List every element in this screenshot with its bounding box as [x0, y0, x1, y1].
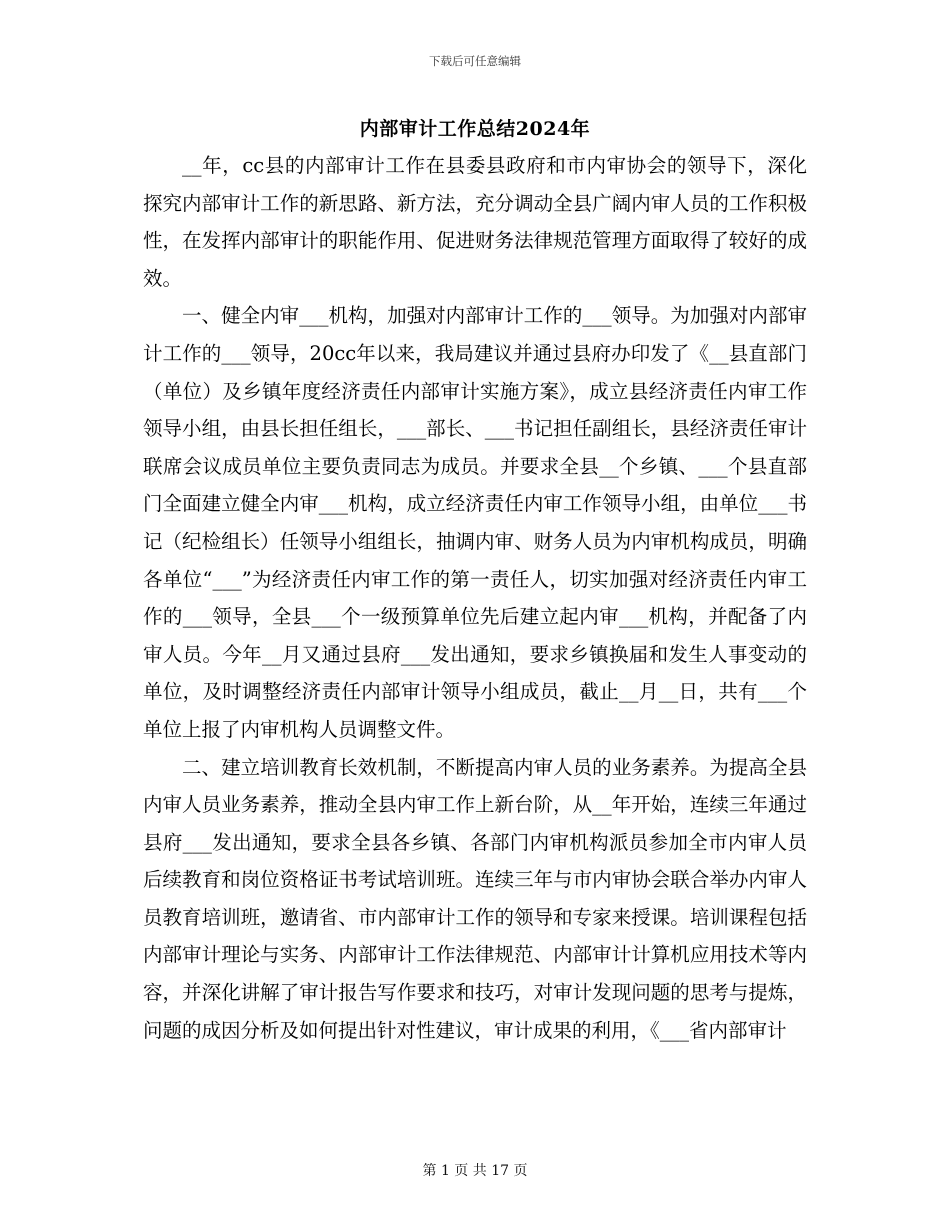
page-header-note: 下载后可任意编辑 — [429, 54, 521, 68]
document-title: 内部审计工作总结2024年 — [359, 118, 591, 140]
paragraph-section-1: 一、健全内审___机构，加强对内部审计工作的___领导。为加强对内部审计工作的___领导，20cc年以来，我局建议并通过县府办印发了《__县直部门（单位）及乡镇年度经济责任内部审计实施方案》，成立县经济责任内审工作领导小组，由县长担任组长，___部长、___书记担任副组长，县经济责任审计联席会议成员单位主要负责同志为成员。并要求全县__个乡镇、___个县直部门全面建立健全内审___机构，成立经济责任内审工作领导小组，由单位___书记（纪检组长）任领导小组组长，抽调内审、财务人员为内审机构成员，明确各单位“___”为经济责任内审工作的第一责任人，切实加强对经济责任内审工作的___领导，全县___个一级预算单位先后建立起内审___机构，并配备了内审人员。今年__月又通过县府___发出通知，要求乡镇换届和发生人事变动的单位，及时调整经济责任内部审计领导小组成员，截止__月__日，共有___个单位上报了内审机构人员调整文件。 — [143, 304, 807, 741]
paragraph-intro: __年，cc县的内部审计工作在县委县政府和市内审协会的领导下，深化探究内部审计工作的新思路、新方法，充分调动全县广阔内审人员的工作积极性，在发挥内部审计的职能作用、促进财务法律规范管理方面取得了较好的成效。 — [143, 154, 807, 290]
paragraph-section-2: 二、建立培训教育长效机制，不断提高内审人员的业务素养。为提高全县内审人员业务素养，推动全县内审工作上新台阶，从__年开始，连续三年通过县府___发出通知，要求全县各乡镇、各部门内审机构派员参加全市内审人员后续教育和岗位资格证书考试培训班。连续三年与市内审协会联合举办内审人员教育培训班，邀请省、市内部审计工作的领导和专家来授课。培训课程包括内部审计理论与实务、内部审计工作法律规范、内部审计计算机应用技术等内容，并深化讲解了审计报告写作要求和技巧，对审计发现问题的思考与提炼，问题的成因分析及如何提出针对性建议，审计成果的利用，《___省内部审计 — [143, 755, 807, 1042]
page-number-footer: 第 1 页 共 17 页 — [422, 1163, 528, 1179]
document-body — [143, 147, 807, 1049]
